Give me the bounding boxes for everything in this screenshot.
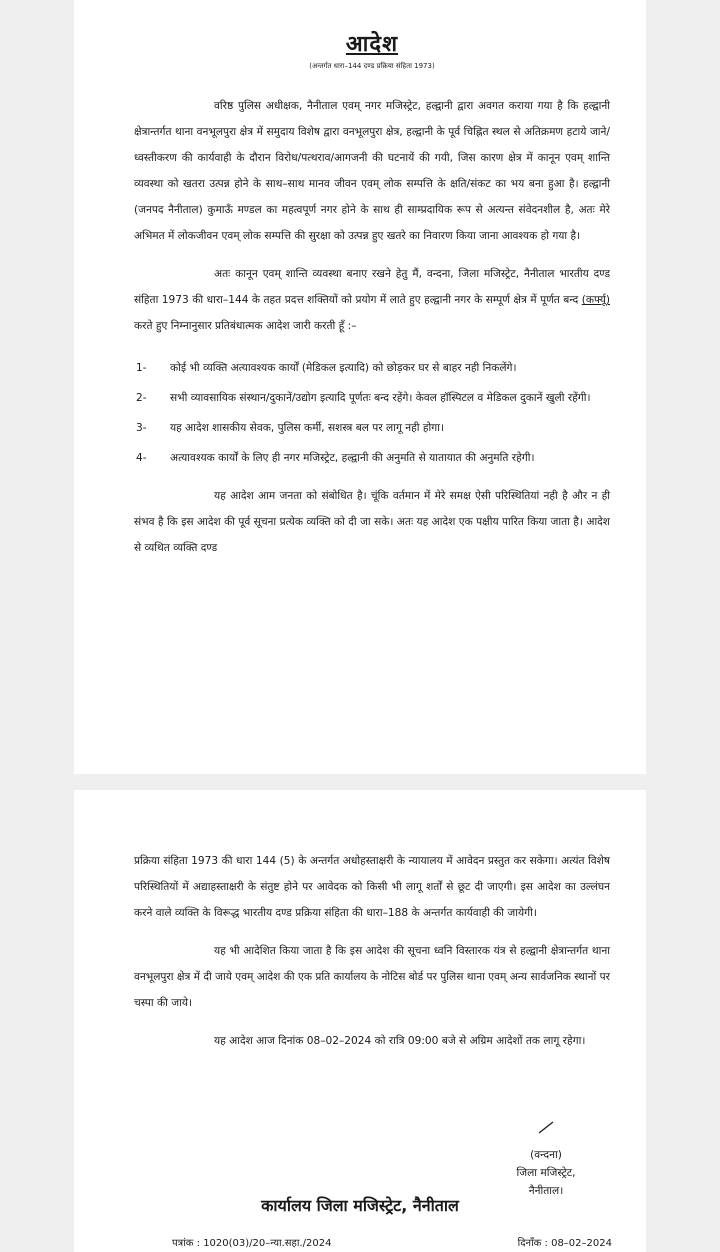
list-item (134, 447, 610, 469)
list-item-number: 4- (136, 452, 147, 464)
list-item (134, 357, 610, 379)
intro-text-after: करते हुए निम्नानुसार प्रतिबंधात्मक आदेश जारी करती हूँ :– (134, 320, 357, 332)
signature-block (498, 1120, 594, 1200)
signature-mark-icon (536, 1120, 556, 1134)
paragraph-background: वरिष्ठ पुलिस अधीक्षक, नैनीताल एवम् नगर मजिस्ट्रेट, हल्द्वानी द्वारा अवगत कराया गया है कि हल्द्वानी क्षेत्रान्तर्गत थाना वनभूलपुरा क्षेत्र में समुदाय विशेष द्वारा वनभूलपुरा क्षेत्र, हल्द्वानी के पूर्व चिह्नित स्थल से अतिक्रमण हटाये जाने/ध्वस्तीकरण की कार्यवाही के दौरान विरोध/पत्थराव/आगजनी की घटनायें की गयी, जिस कारण क्षेत्र में कानून एवम् शान्ति व्यवस्था को खतरा उत्पन्न होने के साथ–साथ मानव जीवन एवम् लोक सम्पत्ति के क्षति/संकट का भय बना हुआ है। हल्द्वानी (जनपद नैनीताल) कुमाऊँ मण्डल का महत्वपूर्ण नगर होने के साथ ही साम्प्रदायिक रूप से अत्यन्त संवेदनशील है, अतः मेरे अभिमत में लोकजीवन एवम् लोक सम्पत्ति की सुरक्षा को उत्पन्न हुए खतरे का निवारण किया जाना आवश्यक हो गया है। (134, 100, 610, 242)
list-item (134, 387, 610, 409)
reference-number: पत्रांक : 1020(03)/20–न्या.सहा./2024 (172, 1238, 332, 1249)
paragraph-publicity: यह भी आदेशित किया जाता है कि इस आदेश की सूचना ध्वनि विस्तारक यंत्र से हल्द्वानी क्षेत्रान्तर्गत थाना वनभूलपुरा क्षेत्र में दी जाये एवम् आदेश की एक प्रति कार्यालय के नोटिस बोर्ड पर पुलिस थाना एवम् अन्य सार्वजनिक स्थानों पर चस्पा की जाये। (134, 945, 610, 1009)
paragraph-appeal: प्रक्रिया संहिता 1973 की धारा 144 (5) के अन्तर्गत अधोहस्ताक्षरी के न्यायालय में आवेदन प्रस्तुत कर सकेगा। अत्यंत विशेष परिस्थितियों में अद्याहस्ताक्षरी के संतुष्ट होने पर आवेदक को किसी भी लागू शर्तों से छूट दी जाएगी। इस आदेश का उल्लंघन करने वाले व्यक्ति के विरूद्ध भारतीय दण्ड प्रक्रिया संहिता की धारा–188 के अन्तर्गत कार्यवाही की जायेगी। (134, 855, 610, 919)
order-subtitle: (अन्तर्गत धारा–144 दण्ड प्रक्रिया संहिता 1973) (309, 62, 435, 70)
issue-date: दिनाँक : 08–02–2024 (517, 1238, 612, 1249)
document-page-1 (74, 0, 646, 774)
paragraph-ex-parte: यह आदेश आम जनता को संबोधित है। चूंकि वर्तमान में मेरे समक्ष ऐसी परिस्थितियां नही है और न ही संभव है कि इस आदेश की पूर्व सूचना प्रत्येक व्यक्ति को दी जा सके। अतः यह आदेश एक पक्षीय पारित किया जाता है। आदेश से व्यथित व्यक्ति दण्ड (134, 490, 610, 554)
intro-text-before: अतः कानून एवम् शान्ति व्यवस्था बनाए रखने हेतु मैं, वन्दना, जिला मजिस्ट्रेट, नैनीताल भारतीय दण्ड संहिता 1973 की धारा–144 के तहत प्रदत्त शक्तियों को प्रयोग में लाते हुए हल्द्वानी नगर के सम्पूर्ण क्षेत्र में पूर्णत बन्द (134, 268, 610, 306)
list-item-text: यह आदेश शासकीय सेवक, पुलिस कर्मी, सशस्त्र बल पर लागू नही होगा। (170, 422, 444, 434)
curfew-term: (कर्फ्यू) (581, 294, 610, 306)
paragraph-effective-date: यह आदेश आज दिनांक 08–02–2024 को रात्रि 09:00 बजे से अग्रिम आदेशों तक लागू रहेगा। (214, 1035, 586, 1047)
office-heading: कार्यालय जिला मजिस्ट्रेट, नैनीताल (261, 1196, 459, 1215)
list-item-number: 3- (136, 422, 147, 434)
order-list (134, 357, 610, 469)
signatory-name: (वन्दना) (530, 1149, 562, 1161)
reference-line (172, 1235, 612, 1249)
list-item-number: 2- (136, 392, 147, 404)
paragraph-order-intro (134, 261, 610, 339)
list-item-text: कोई भी व्यक्ति अत्यावश्यक कार्यों (मेडिकल इत्यादि) को छोड़कर घर से बाहर नही निकलेंगे। (170, 362, 517, 374)
signatory-designation: जिला मजिस्ट्रेट, (516, 1167, 576, 1179)
list-item-text: सभी व्यावसायिक संस्थान/दुकानें/उद्योग इत्यादि पूर्णतः बन्द रहेंगे। केवल हॉस्पिटल व मेडिकल दुकानें खुली रहेंगी। (170, 392, 591, 404)
order-title: आदेश (345, 32, 399, 57)
signatory-place: नैनीताल। (528, 1185, 564, 1197)
list-item (134, 417, 610, 439)
list-item-text: अत्यावश्यक कार्यों के लिए ही नगर मजिस्ट्रेट, हल्द्वानी की अनुमति से यातायात की अनुमति रहेगी। (170, 452, 535, 464)
document-page-2 (74, 790, 646, 1252)
list-item-number: 1- (136, 362, 147, 374)
